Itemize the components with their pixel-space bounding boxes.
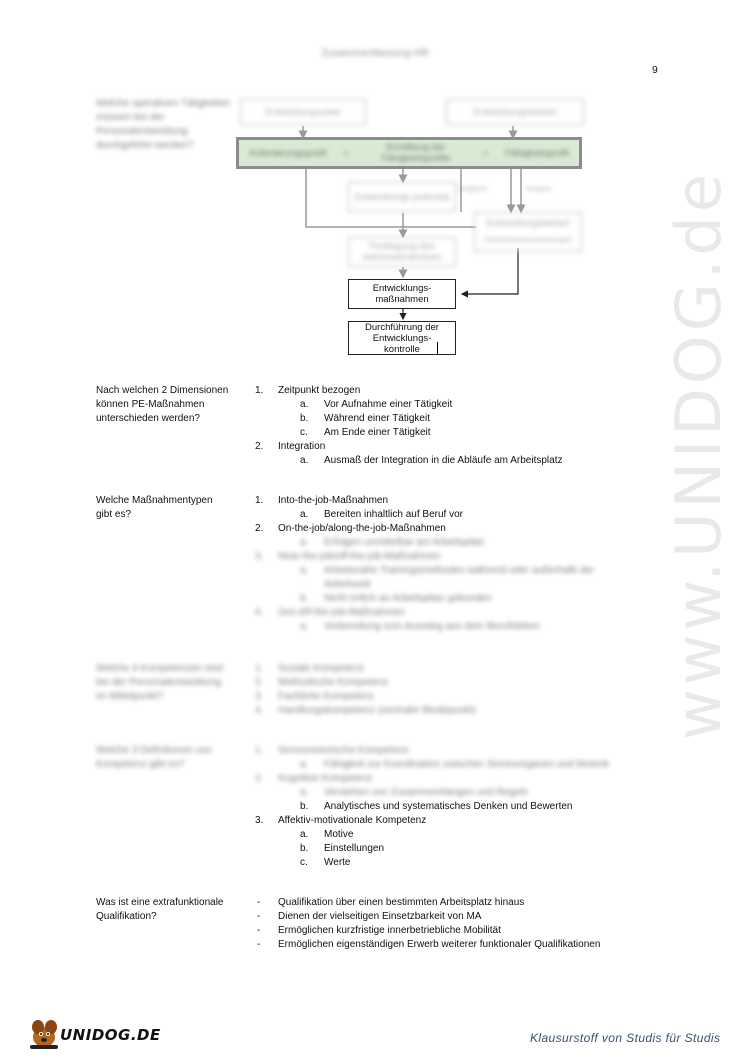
- list-bullet: -: [257, 897, 261, 908]
- diagram-operator-equals-1: =: [343, 147, 350, 159]
- list-item: Into-the-job-Maßnahmen: [278, 495, 389, 506]
- watermark: www.UNIDOG.de: [662, 170, 735, 740]
- list-letter: a.: [300, 759, 309, 770]
- diagram-unterrichtsvoraussetzungen: Unterrichtsvoraussetzungen: [484, 237, 572, 244]
- list-item: Sensomotorische Kompetenz: [278, 745, 409, 756]
- question-3-definitionen: Welche 3 Definitionen von Kompetenz gibt es?: [96, 745, 212, 770]
- diagram-green-bar: [236, 137, 582, 169]
- list-number: 3.: [255, 691, 264, 702]
- list-letter: a.: [300, 455, 309, 466]
- list-number: 4.: [255, 607, 264, 618]
- list-number: 4.: [255, 705, 264, 716]
- list-item: Methodische Kompetenz: [278, 677, 389, 688]
- question-4-kompetenzen: Welche 4 Kompetenzen sind bei der Personalentwicklung im Mittelpunkt?: [96, 663, 224, 702]
- list-bullet: -: [257, 925, 261, 936]
- diagram-side-label-1: Vergleich: [458, 186, 487, 193]
- list-item: Ausmaß der Integration in die Abläufe am Arbeitsplatz: [324, 455, 563, 466]
- answer-list-pe-dimensionen: [0, 384, 750, 474]
- list-letter: b.: [300, 413, 309, 424]
- diagram-entwicklungspotential: Entwicklungs-potential: [348, 182, 456, 212]
- diagram-operator-equals-2: =: [482, 147, 489, 159]
- list-number: 1.: [255, 495, 264, 506]
- list-item: Out-of/f-the-job-Maßnahmen: [278, 607, 405, 618]
- diagram-entwicklungsmassnahmen: Entwicklungs-maßnahmen: [348, 279, 456, 309]
- list-number: 2.: [255, 441, 264, 452]
- list-letter: a.: [300, 565, 309, 576]
- list-item: Werte: [324, 857, 351, 868]
- list-bullet: -: [257, 911, 261, 922]
- list-item: Dienen der vielseitigen Einsetzbarkeit von MA: [278, 911, 482, 922]
- list-item: Analytisches und systematisches Denken und Bewerten: [324, 801, 573, 812]
- list-item: Zeitpunkt bezogen: [278, 385, 361, 396]
- list-item: Während einer Tätigkeit: [324, 413, 430, 424]
- list-item: Ermöglichen eigenständigen Erwerb weiterer funktionaler Qualifikationen: [278, 939, 601, 950]
- answer-list-massnahmentypen: [0, 494, 750, 634]
- list-letter: a.: [300, 537, 309, 548]
- list-number: 1.: [255, 385, 264, 396]
- list-item: Am Ende einer Tätigkeit: [324, 427, 431, 438]
- question-extrafunktionale-qualifikation: Was ist eine extrafunktionale Qualifikation?: [96, 897, 224, 922]
- list-item: On-the-job/along-the-job-Maßnahmen: [278, 523, 446, 534]
- diagram-question: Welche operativen Tätigkeiten müssen bei der Personalentwicklung durchgeführt werden?: [96, 98, 231, 151]
- list-item: Bereiten inhaltlich auf Beruf vor: [324, 509, 463, 520]
- diagram-anforderungsprofil: Anforderungsprofil: [249, 147, 327, 159]
- list-item: Kognitive Kompetenz: [278, 773, 373, 784]
- list-item: Motive: [324, 829, 354, 840]
- list-letter: a.: [300, 829, 309, 840]
- list-item: Affektiv-motivationale Kompetenz: [278, 815, 427, 826]
- list-item: Ermöglichen kurzfristige innerbetriebliche Mobilität: [278, 925, 501, 936]
- list-number: 1.: [255, 663, 264, 674]
- diagram-entwicklungsbedarf-title: Entwicklungsbedarf: [486, 218, 570, 229]
- list-item: Integration: [278, 441, 326, 452]
- list-item: Near-the-job/off-the-job-Maßnahmen: [278, 551, 441, 562]
- list-number: 3.: [255, 551, 264, 562]
- unidog-logo[interactable]: [24, 1015, 161, 1051]
- process-diagram: [236, 95, 596, 365]
- list-item: Arbeitsnahe Trainingsmethoden während oder außerhalb der: [324, 565, 595, 576]
- list-letter: c.: [300, 427, 308, 438]
- answer-list-3-definitionen: [0, 744, 750, 874]
- footer-tagline: Klausurstoff von Studis für Studis: [530, 1031, 721, 1045]
- list-item: Vor Aufnahme einer Tätigkeit: [324, 399, 453, 410]
- diagram-durchfuehrung-kontrolle: Durchführung der Entwicklungs-kontrolle: [348, 321, 456, 355]
- list-letter: b.: [300, 801, 309, 812]
- dog-icon: [24, 1015, 64, 1051]
- diagram-entwicklungsziele: Entwicklungsziele: [240, 99, 366, 125]
- list-number: 3.: [255, 815, 264, 826]
- list-item: Fachliche Kompetenz: [278, 691, 375, 702]
- list-letter: a.: [300, 621, 309, 632]
- list-number: 1.: [255, 745, 264, 756]
- list-item: Fähigkeit zur Koordination zwischen Sinnesorganen und Motorik: [324, 759, 610, 770]
- diagram-entwicklungsbedarf-box: [474, 212, 582, 252]
- answer-list-4-kompetenzen: [0, 662, 750, 722]
- list-item: Soziale Kompetenz: [278, 663, 365, 674]
- diagram-festlegung-adressatenkreis: Festlegung des Adressatenkreises: [348, 237, 456, 267]
- diagram-ermittlung-faehigkeitsprofile: Ermittlung der Fähigkeitsprofile: [381, 142, 451, 164]
- page-number: 9: [652, 64, 658, 76]
- list-number: 2.: [255, 773, 264, 784]
- page-title: Zusammenfassung HR: [321, 47, 429, 59]
- text-cursor: [437, 342, 438, 354]
- question-pe-dimensionen: Nach welchen 2 Dimensionen können PE-Maßnahmen unterschieden werden?: [96, 385, 229, 424]
- list-item: Nicht örtlich an Arbeitsplatz gebunden: [324, 593, 492, 604]
- diagram-side-label-2: Analyse: [526, 186, 551, 193]
- list-bullet: -: [257, 939, 261, 950]
- list-number: 2.: [255, 677, 264, 688]
- diagram-entwicklungsbedarf-top: Entwicklungsbedarf: [446, 99, 584, 125]
- list-item-continuation: Arbeitszeit: [324, 579, 371, 590]
- list-item: Qualifikation über einen bestimmten Arbeitsplatz hinaus: [278, 897, 525, 908]
- answer-list-extrafunktionale-qualifikation: [0, 896, 750, 956]
- list-item: Verstehen von Zusammenhängen und Regeln: [324, 787, 529, 798]
- list-letter: c.: [300, 857, 308, 868]
- list-letter: a.: [300, 787, 309, 798]
- list-letter: a.: [300, 399, 309, 410]
- list-item: Handlungskompetenz (zentraler Bindepunkt): [278, 705, 476, 716]
- list-item: Erfolgen unmittelbar am Arbeitsplatz: [324, 537, 485, 548]
- list-letter: a.: [300, 509, 309, 520]
- question-massnahmentypen: Welche Maßnahmentypen gibt es?: [96, 495, 213, 520]
- list-item: Vorbereitung zum Ausstieg aus dem Berufsleben: [324, 621, 541, 632]
- list-number: 2.: [255, 523, 264, 534]
- logo-text: UNIDOG.DE: [60, 1026, 161, 1044]
- list-item: Einstellungen: [324, 843, 385, 854]
- list-letter: b.: [300, 593, 309, 604]
- diagram-faehigkeitsprofil: Fähigkeitsprofil: [505, 147, 569, 159]
- list-letter: b.: [300, 843, 309, 854]
